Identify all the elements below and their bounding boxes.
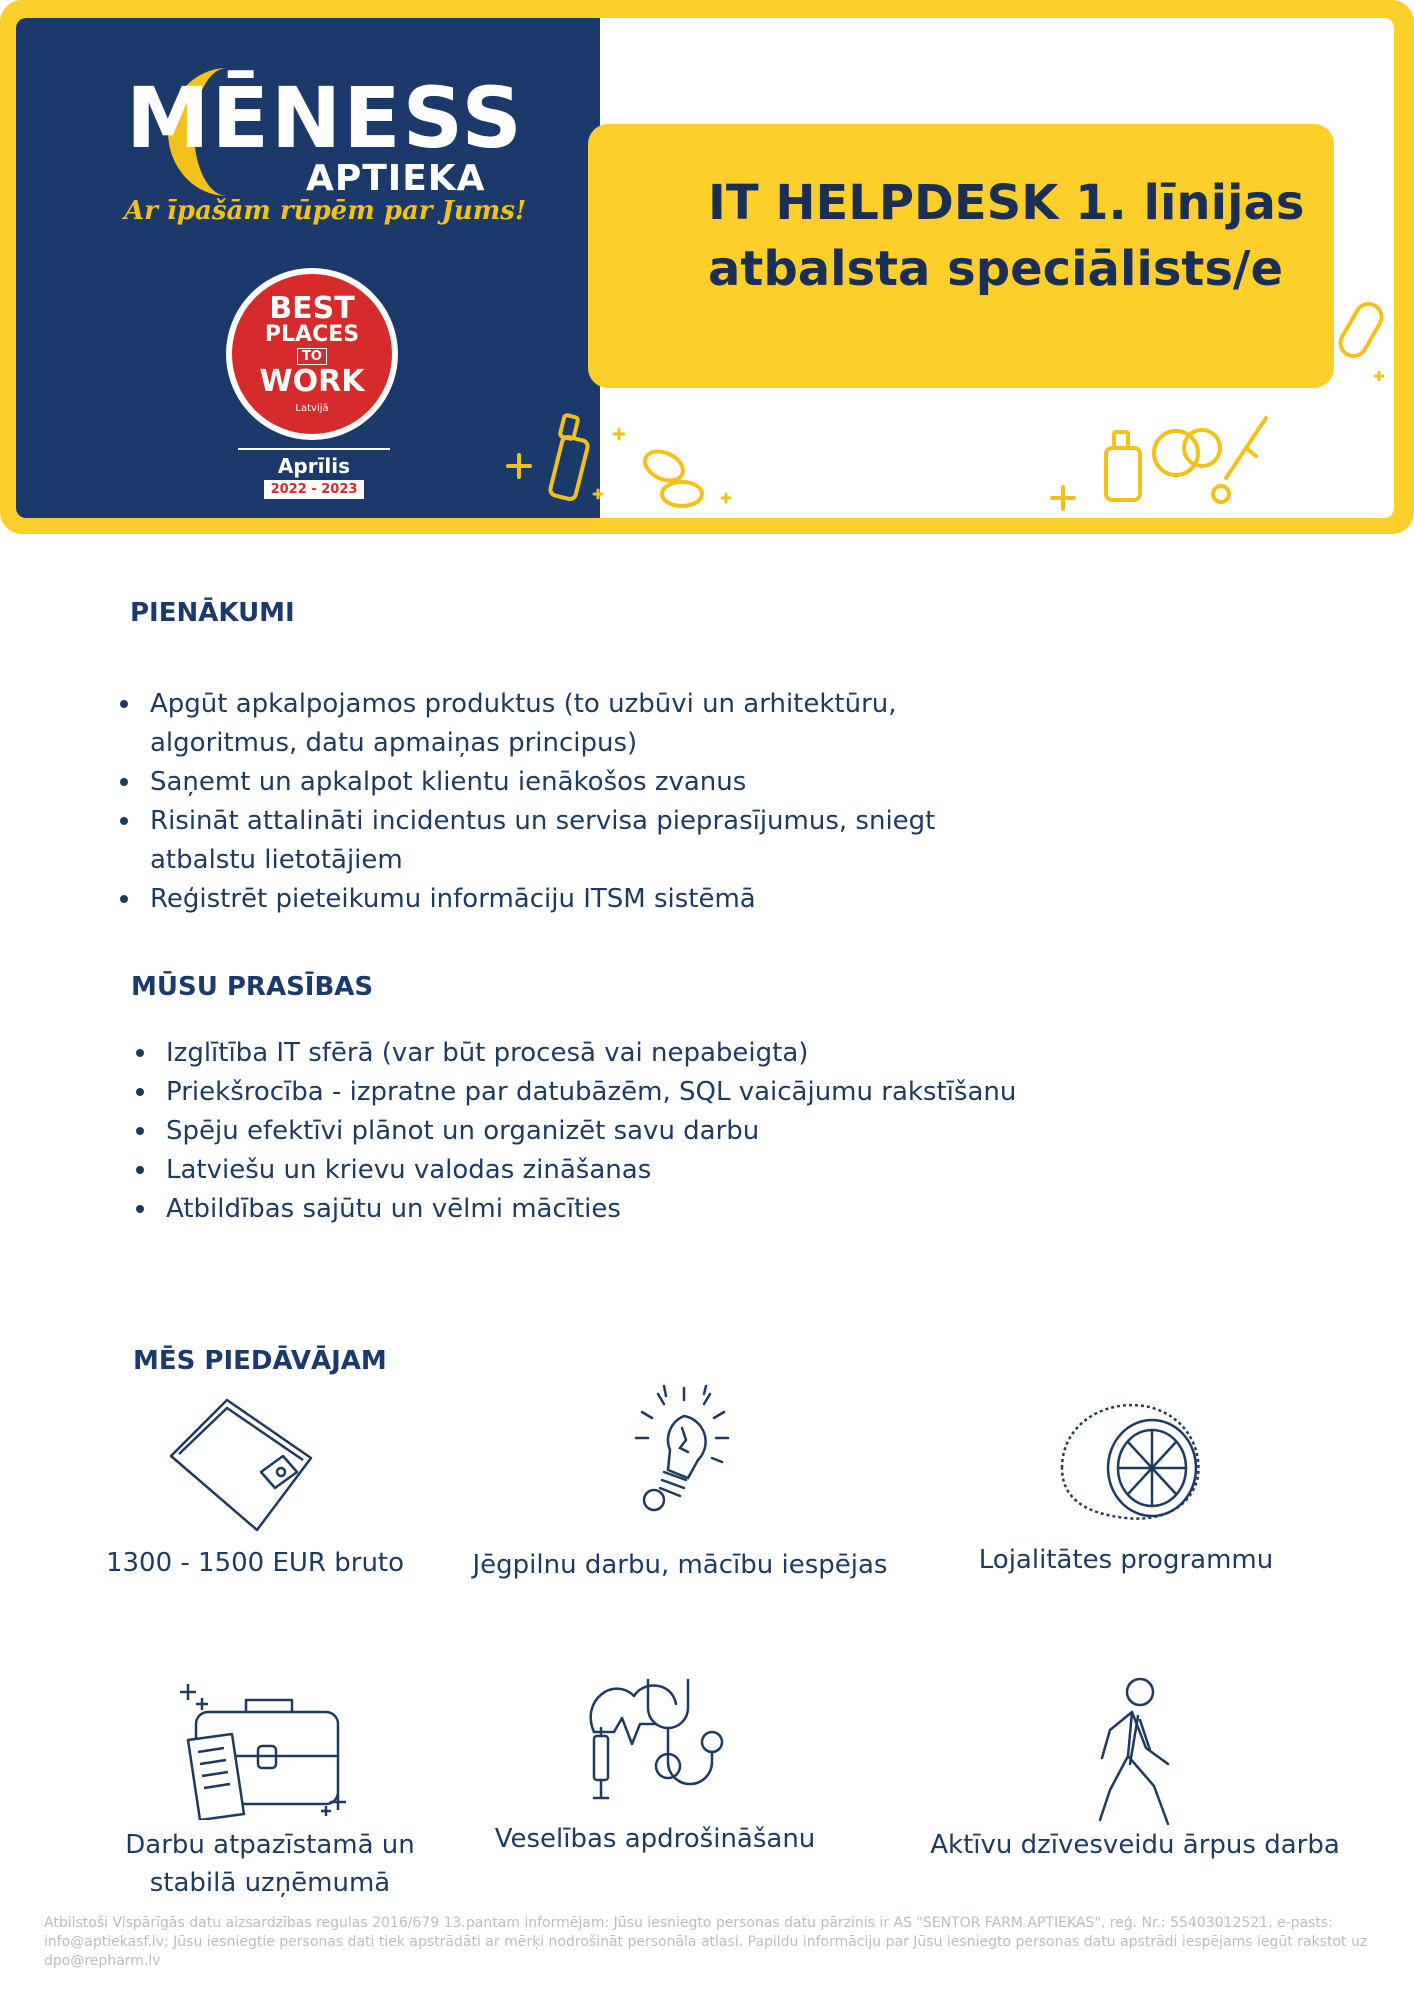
best-places-badge — [226, 268, 398, 440]
benefit-label: Darbu atpazīstamā un stabilā uzņēmumā — [125, 1830, 415, 1898]
list-item: Atbildības sajūtu un vēlmi mācīties — [134, 1190, 1134, 1229]
offer-heading: MĒS PIEDĀVĀJAM — [133, 1346, 387, 1376]
badge-years: 2022 - 2023 — [264, 480, 364, 499]
header-banner — [0, 0, 1414, 534]
badge-month: Aprīlis — [238, 448, 390, 478]
badge-line4: WORK — [259, 364, 365, 399]
badge-line2: PLACES — [264, 322, 360, 347]
benefit-label: Jēgpilnu darbu, mācību iespējas — [472, 1550, 888, 1580]
briefcase-icon — [180, 1676, 352, 1820]
brand-slogan: Ar īpašām rūpēm par Jums! — [124, 196, 527, 226]
list-item: Reģistrēt pieteikumu informāciju ITSM sistēmā — [118, 880, 938, 919]
badge-line3: TO — [297, 348, 327, 365]
list-item: Risināt attalināti incidentus un servisa pieprasījumus, sniegt atbalstu lietotājiem — [118, 802, 938, 880]
lemon-icon — [1052, 1396, 1212, 1524]
title-box — [588, 124, 1334, 388]
benefit-label: Lojalitātes programmu — [978, 1545, 1274, 1575]
duties-list — [118, 685, 938, 919]
badge-country: Latvijā — [295, 403, 329, 414]
badge-line1: BEST — [269, 291, 355, 326]
list-item: Priekšrocība - izpratne par datubāzēm, SQL vaicājumu rakstīšanu — [134, 1073, 1134, 1112]
header-inner — [16, 18, 1394, 518]
list-item: Saņemt un apkalpot klientu ienākošos zvanus — [118, 763, 938, 802]
page-title-line2: atbalsta speciālists/e — [708, 241, 1284, 297]
pill-doodle — [1334, 288, 1394, 388]
list-item: Apgūt apkalpojamos produktus (to uzbūvi un arhitektūru, algoritmus, datu apmaiņas principus) — [118, 685, 938, 763]
benefit-label: 1300 - 1500 EUR bruto — [105, 1548, 405, 1578]
brand-name: MĒNESS — [126, 69, 524, 167]
benefit-label: Aktīvu dzīvesveidu ārpus darba — [930, 1830, 1340, 1860]
list-item: Spēju efektīvi plānot un organizēt savu darbu — [134, 1112, 1134, 1151]
privacy-footer: Atbilstoši Vispārīgās datu aizsardzības regulas 2016/679 13.pantam informējam: Jūsu iesniegto personas datu pārzinis ir AS "SENTOR FARM APTIEKAS", reģ. Nr.: 55403012521, e-pasts: info@aptiekasf.lv; Jūsu iesniegtie personas dati tiek apstrādāti ar mērķi nodrošināt personāla atlasi. Papildu informāciju par Jūsu iesniegto personas datu apstrādi iespējams iegūt rakstot uz dpo@repharm.lv — [44, 1915, 1368, 1969]
list-item: Latviešu un krievu valodas zināšanas — [134, 1151, 1134, 1190]
requirements-list — [134, 1034, 1134, 1229]
lightbulb-icon — [624, 1382, 734, 1522]
stethoscope-icon — [584, 1672, 734, 1816]
page-title-line1: IT HELPDESK 1. līnijas — [708, 175, 1305, 231]
brand-sub: APTIEKA — [306, 158, 486, 199]
requirements-heading: MŪSU PRASĪBAS — [131, 972, 374, 1002]
walking-person-icon — [1088, 1676, 1188, 1826]
list-item: Izglītība IT sfērā (var būt procesā vai nepabeigta) — [134, 1034, 1134, 1073]
benefit-label: Veselības apdrošināšanu — [494, 1824, 816, 1854]
duties-heading: PIENĀKUMI — [130, 598, 295, 628]
wallet-icon — [165, 1396, 315, 1536]
pharmacy-doodles — [486, 398, 1386, 518]
